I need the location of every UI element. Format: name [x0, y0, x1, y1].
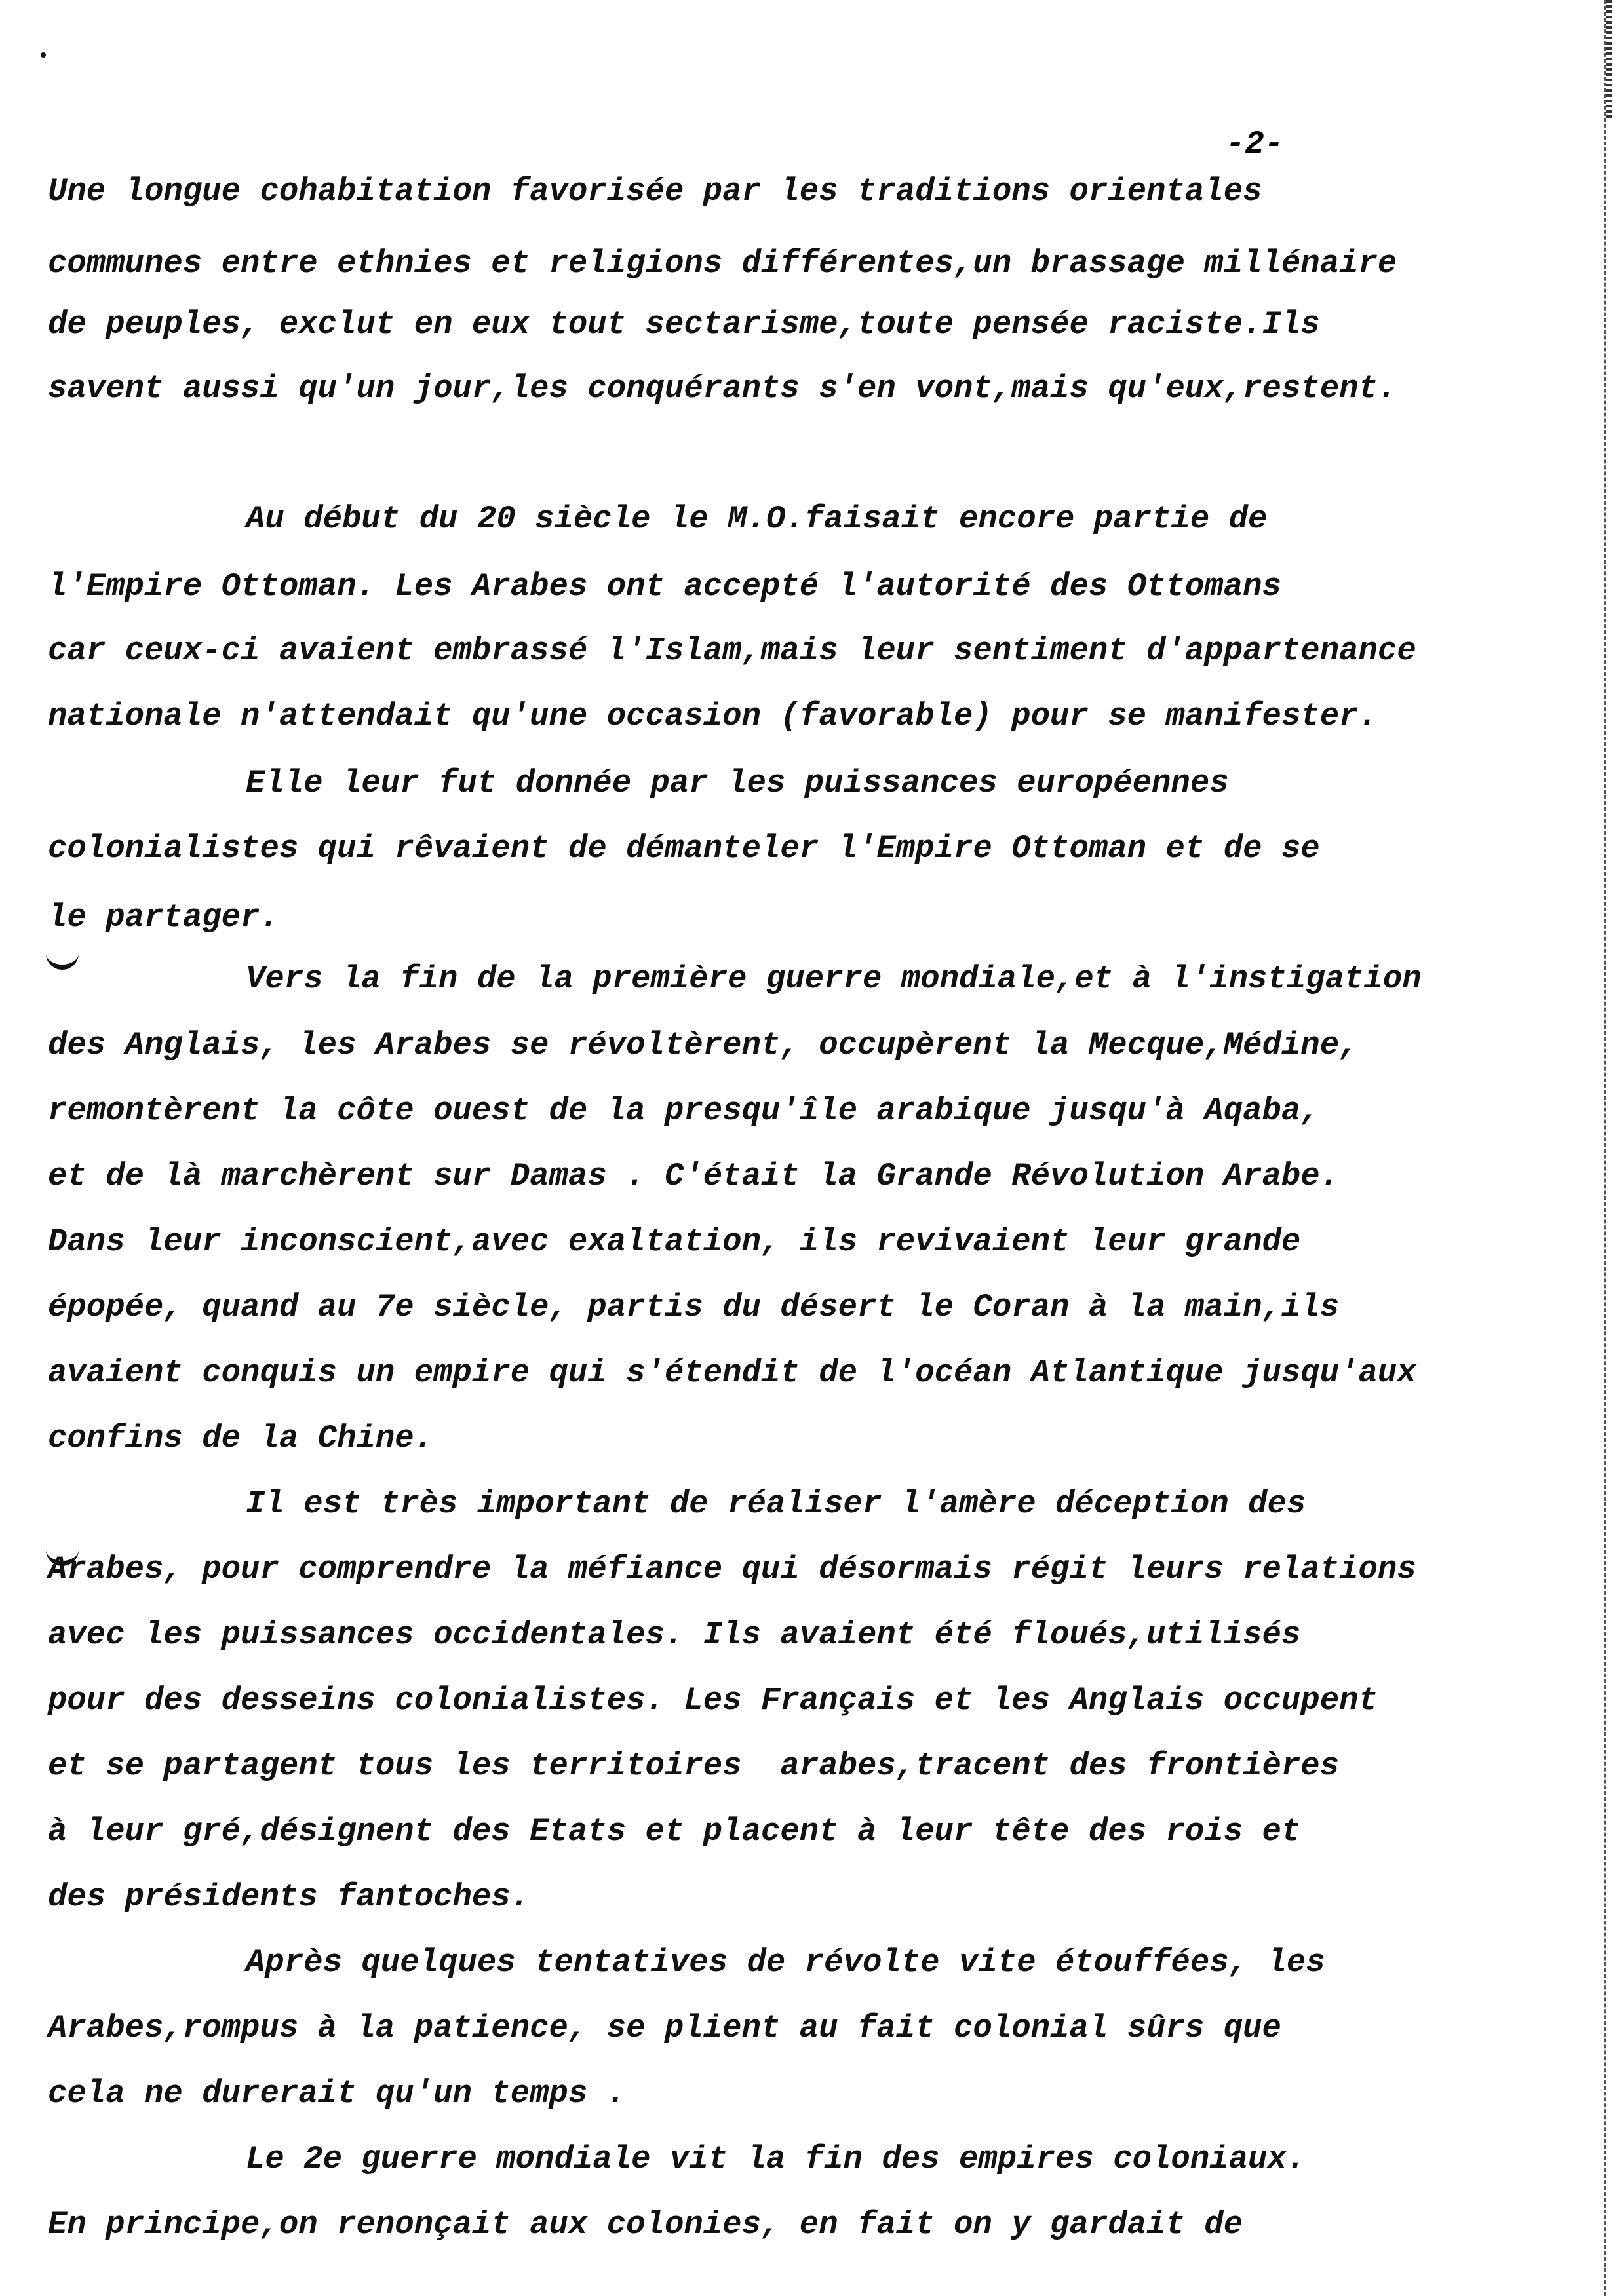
text-line: avec les puissances occidentales. Ils avaient été floués,utilisés — [48, 1617, 1301, 1653]
text-line: des Anglais, les Arabes se révoltèrent, occupèrent la Mecque,Médine, — [48, 1027, 1359, 1063]
text-line: Arabes, pour comprendre la méfiance qui désormais régit leurs relations — [48, 1551, 1416, 1588]
text-line: le partager. — [48, 899, 279, 936]
text-line: Une longue cohabitation favorisée par les traditions orientales — [48, 173, 1262, 210]
page-edge — [1604, 0, 1615, 2296]
text-line: et de là marchèrent sur Damas . C'était la Grande Révolution Arabe. — [48, 1158, 1340, 1195]
text-line: confins de la Chine. — [48, 1420, 434, 1457]
text-line: des présidents fantoches. — [48, 1879, 530, 1915]
text-line: avaient conquis un empire qui s'étendit de l'océan Atlantique jusqu'aux — [48, 1354, 1416, 1391]
text-line: communes entre ethnies et religions différentes,un brassage millénaire — [48, 245, 1397, 282]
text-line: colonialistes qui rêvaient de démanteler l'Empire Ottoman et de se — [48, 830, 1320, 867]
text-line: Dans leur inconscient,avec exaltation, ils revivaient leur grande — [48, 1223, 1301, 1260]
text-line: Au début du 20 siècle le M.O.faisait encore partie de — [246, 501, 1268, 537]
text-line: Il est très important de réaliser l'amère déception des — [246, 1485, 1306, 1522]
page-number: -2- — [1226, 126, 1284, 163]
text-line: épopée, quand au 7e siècle, partis du désert le Coran à la main,ils — [48, 1289, 1340, 1326]
text-line: pour des desseins colonialistes. Les Français et les Anglais occupent — [48, 1682, 1378, 1719]
text-line: de peuples, exclut en eux tout sectarisme,toute pensée raciste.Ils — [48, 306, 1320, 343]
text-line: car ceux-ci avaient embrassé l'Islam,mais leur sentiment d'appartenance — [48, 632, 1416, 669]
text-line: savent aussi qu'un jour,les conquérants s'en vont,mais qu'eux,restent. — [48, 370, 1397, 407]
text-line: Arabes,rompus à la patience, se plient au fait colonial sûrs que — [48, 2010, 1281, 2046]
text-line: Elle leur fut donnée par les puissances européennes — [246, 765, 1229, 801]
text-line: l'Empire Ottoman. Les Arabes ont accepté l'autorité des Ottomans — [48, 568, 1281, 605]
text-line: Le 2e guerre mondiale vit la fin des empires coloniaux. — [246, 2141, 1306, 2177]
text-line: à leur gré,désignent des Etats et placent à leur tête des rois et — [48, 1813, 1301, 1850]
text-line: remontèrent la côte ouest de la presqu'île arabique jusqu'à Aqaba, — [48, 1092, 1320, 1129]
text-line: cela ne durerait qu'un temps . — [48, 2075, 627, 2112]
text-line: Après quelques tentatives de révolte vite étouffées, les — [246, 1944, 1325, 1981]
text-line: En principe,on renonçait aux colonies, en fait on y gardait de — [48, 2206, 1243, 2243]
text-line: nationale n'attendait qu'une occasion (favorable) pour se manifester. — [48, 698, 1378, 735]
page-edge-binding — [1606, 0, 1612, 118]
text-line: Vers la fin de la première guerre mondiale,et à l'instigation — [246, 961, 1422, 997]
text-line: et se partagent tous les territoires arabes,tracent des frontières — [48, 1748, 1340, 1784]
scan-speck — [41, 52, 46, 58]
margin-mark — [46, 950, 79, 970]
